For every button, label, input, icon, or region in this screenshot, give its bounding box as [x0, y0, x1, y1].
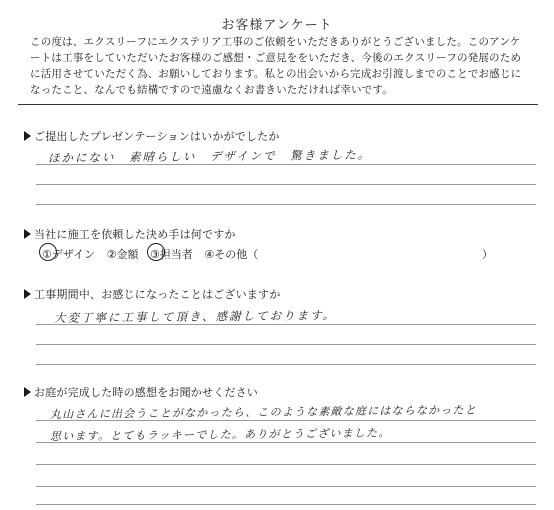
answer-line	[36, 344, 536, 345]
question-3-answer: 大変丁寧に工事して頂き、感謝しております。	[53, 308, 337, 325]
survey-title: お客様アンケート	[221, 18, 333, 33]
question-3-heading	[24, 286, 280, 302]
option-other	[204, 246, 258, 262]
answer-line	[36, 486, 536, 487]
option-staff-label: ③担当者	[149, 248, 193, 261]
question-1-answer: ほかにない 素晴らしい デザインで 驚きました。	[47, 147, 372, 165]
option-other-label: ④その他（	[204, 248, 259, 261]
question-4-answer-line-2: 思います。とてもラッキーでした。ありがとうございました。	[49, 426, 391, 443]
question-2-heading	[24, 226, 236, 242]
question-4-heading	[24, 384, 258, 400]
question-2-label: 当社に施工を依頼した決め手は何ですか	[34, 228, 236, 241]
option-price	[107, 246, 139, 262]
answer-line	[36, 442, 536, 443]
circled-mark-icon	[147, 243, 165, 261]
top-divider	[18, 104, 538, 105]
option-design	[42, 246, 95, 262]
survey-intro: この度は、エクスリーフにエクステリア工事のご依頼をいただきありがとうございました。このアンケートは工事をしていただいたお客様のご感想・ご意見ををいただき、今後のエクスリーフの発展のために活用させていただく為、お願いしております。私との出会いから完成お引渡しまでのことでお感じになったこと、なんでも結構ですので遠慮なくお書きいただければ幸いです。	[30, 36, 522, 96]
triangle-bullet-icon	[24, 229, 31, 239]
answer-line	[36, 464, 536, 465]
question-1-label: ご提出したプレゼンテーションはいかがでしたか	[34, 130, 280, 143]
question-4-answer-line-1: 丸山さんに出会うことがなかったら、このような素敵な庭にはならなかったと	[49, 403, 478, 421]
question-2-options	[42, 246, 266, 262]
question-1-heading	[24, 128, 280, 144]
triangle-bullet-icon	[24, 387, 31, 397]
answer-line	[36, 324, 536, 325]
option-design-label: ①デザイン	[42, 248, 96, 261]
question-3-label: 工事期間中、お感じになったことはございますか	[34, 288, 281, 301]
question-4-label: お庭が完成した時の感想をお聞かせください	[34, 386, 258, 399]
answer-line	[36, 164, 536, 165]
answer-line	[36, 364, 536, 365]
option-price-label: ②金額	[106, 248, 139, 261]
triangle-bullet-icon	[24, 131, 31, 141]
answer-line	[36, 420, 536, 421]
option-staff	[150, 246, 193, 262]
option-other-close-paren: ）	[482, 248, 493, 261]
answer-line	[36, 504, 536, 505]
circled-mark-icon	[39, 243, 57, 261]
answer-line	[36, 204, 536, 205]
triangle-bullet-icon	[24, 289, 31, 299]
answer-line	[36, 184, 536, 185]
